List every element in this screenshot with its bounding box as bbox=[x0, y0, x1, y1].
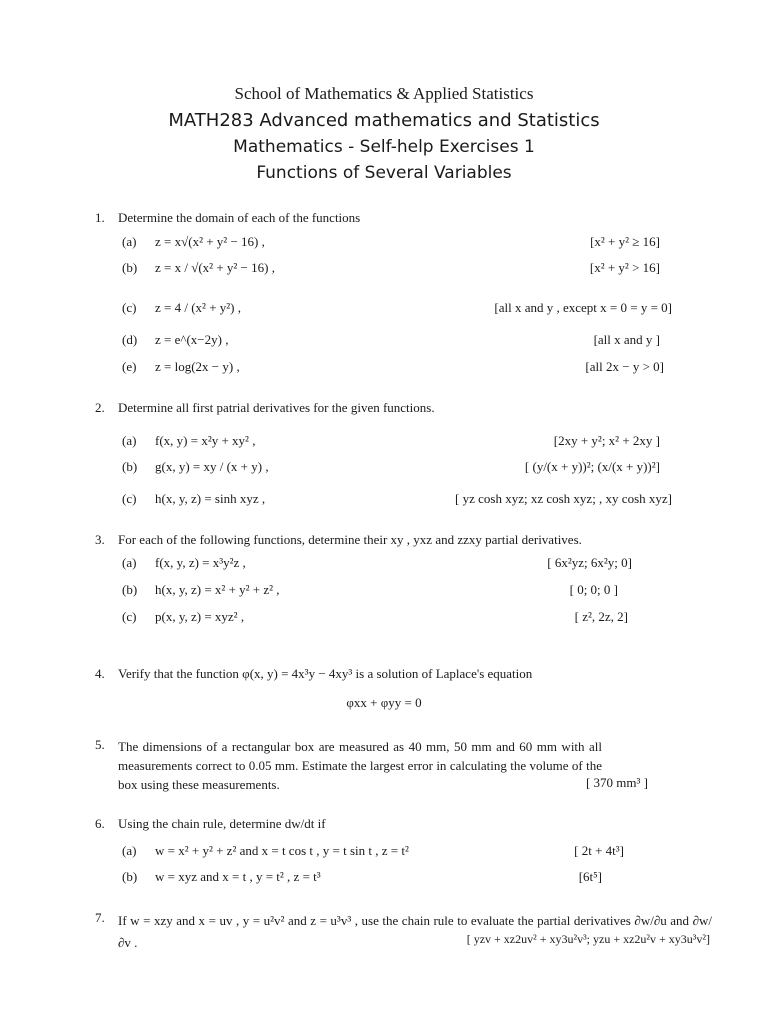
question-number: 2. bbox=[95, 400, 105, 415]
course-title: MATH283 Advanced mathematics and Statistics bbox=[168, 110, 600, 131]
item-label: (b) bbox=[122, 582, 138, 597]
item-label: (c) bbox=[122, 300, 137, 315]
topic-title: Functions of Several Variables bbox=[256, 163, 512, 183]
item-expression: z = x / √(x² + y² − 16) , bbox=[155, 260, 275, 275]
item-label: (c) bbox=[122, 609, 137, 624]
item-label: (a) bbox=[122, 433, 137, 448]
item-answer: [x² + y² ≥ 16] bbox=[590, 234, 660, 249]
question-text: Determine the domain of each of the functions bbox=[118, 210, 361, 225]
item-label: (a) bbox=[122, 555, 137, 570]
item-expression: z = log(2x − y) , bbox=[155, 359, 240, 374]
item-answer: [ 0; 0; 0 ] bbox=[569, 582, 618, 597]
item-answer: [6t⁵] bbox=[578, 869, 602, 884]
item-answer: [2xy + y²; x² + 2xy ] bbox=[553, 433, 660, 448]
item-answer: [ 6x²yz; 6x²y; 0] bbox=[547, 555, 632, 570]
question-text: The dimensions of a rectangular box are measured as 40 mm, 50 mm and 60 mm with all measurements correct to 0.05 mm. Estimate the largest error in calculating the volume of the box using these measurements. bbox=[118, 739, 602, 792]
item-expression: z = e^(x−2y) , bbox=[155, 332, 229, 347]
item-expression: w = xyz and x = t , y = t² , z = t³ bbox=[155, 869, 321, 884]
question-number: 1. bbox=[95, 210, 105, 225]
question-text: Using the chain rule, determine dw/dt if bbox=[118, 816, 326, 831]
item-label: (a) bbox=[122, 843, 137, 858]
item-answer: [ 2t + 4t³] bbox=[574, 843, 624, 858]
item-label: (e) bbox=[122, 359, 137, 374]
item-label: (b) bbox=[122, 260, 138, 275]
item-answer: [ 370 mm³ ] bbox=[585, 775, 648, 790]
sheet-title: Mathematics - Self-help Exercises 1 bbox=[233, 137, 535, 157]
item-answer: [x² + y² > 16] bbox=[589, 260, 660, 275]
item-expression: h(x, y, z) = sinh xyz , bbox=[155, 491, 266, 506]
question-text: For each of the following functions, determine their xy , yxz and zzxy partial derivatives. bbox=[118, 532, 582, 547]
item-answer: [all 2x − y > 0] bbox=[585, 359, 664, 374]
item-label: (d) bbox=[122, 332, 138, 347]
question-number: 4. bbox=[95, 666, 105, 681]
question-text: Determine all first patrial derivatives for the given functions. bbox=[118, 400, 435, 415]
item-expression: f(x, y, z) = x³y²z , bbox=[155, 555, 246, 570]
question-number: 7. bbox=[95, 910, 105, 925]
item-expression: z = x√(x² + y² − 16) , bbox=[155, 234, 265, 249]
question-text: If w = xzy and x = uv , y = u²v² and z = u³v³ , use the chain rule to evaluate the partial derivatives ∂w/∂u and ∂w/∂v . bbox=[118, 913, 712, 950]
item-answer: [ z², 2z, 2] bbox=[574, 609, 628, 624]
question-text: Verify that the function φ(x, y) = 4x³y − 4xy³ is a solution of Laplace's equation bbox=[118, 666, 533, 681]
item-expression: h(x, y, z) = x² + y² + z² , bbox=[155, 582, 280, 597]
question-number: 6. bbox=[95, 816, 105, 831]
item-expression: p(x, y, z) = xyz² , bbox=[155, 609, 245, 624]
question-number: 3. bbox=[95, 532, 105, 547]
item-label: (a) bbox=[122, 234, 137, 249]
school-name: School of Mathematics & Applied Statistics bbox=[234, 84, 534, 103]
item-expression: w = x² + y² + z² and x = t cos t , y = t sin t , z = t² bbox=[155, 843, 409, 858]
item-label: (b) bbox=[122, 459, 138, 474]
item-label: (c) bbox=[122, 491, 137, 506]
laplace-equation: φxx + φyy = 0 bbox=[346, 695, 422, 710]
question-number: 5. bbox=[95, 737, 105, 752]
item-expression: f(x, y) = x²y + xy² , bbox=[155, 433, 256, 448]
item-answer: [ (y/(x + y))²; (x/(x + y))²] bbox=[524, 459, 660, 474]
item-label: (b) bbox=[122, 869, 138, 884]
item-answer: [all x and y ] bbox=[593, 332, 660, 347]
item-answer: [all x and y , except x = 0 = y = 0] bbox=[494, 300, 672, 315]
item-answer: [ yz cosh xyz; xz cosh xyz; , xy cosh xyz] bbox=[455, 491, 672, 506]
item-answer: [ yzv + xz2uv² + xy3u²v³; yzu + xz2u²v + xy3u³v²] bbox=[466, 932, 710, 946]
item-expression: g(x, y) = xy / (x + y) , bbox=[155, 459, 269, 474]
item-expression: z = 4 / (x² + y²) , bbox=[155, 300, 241, 315]
